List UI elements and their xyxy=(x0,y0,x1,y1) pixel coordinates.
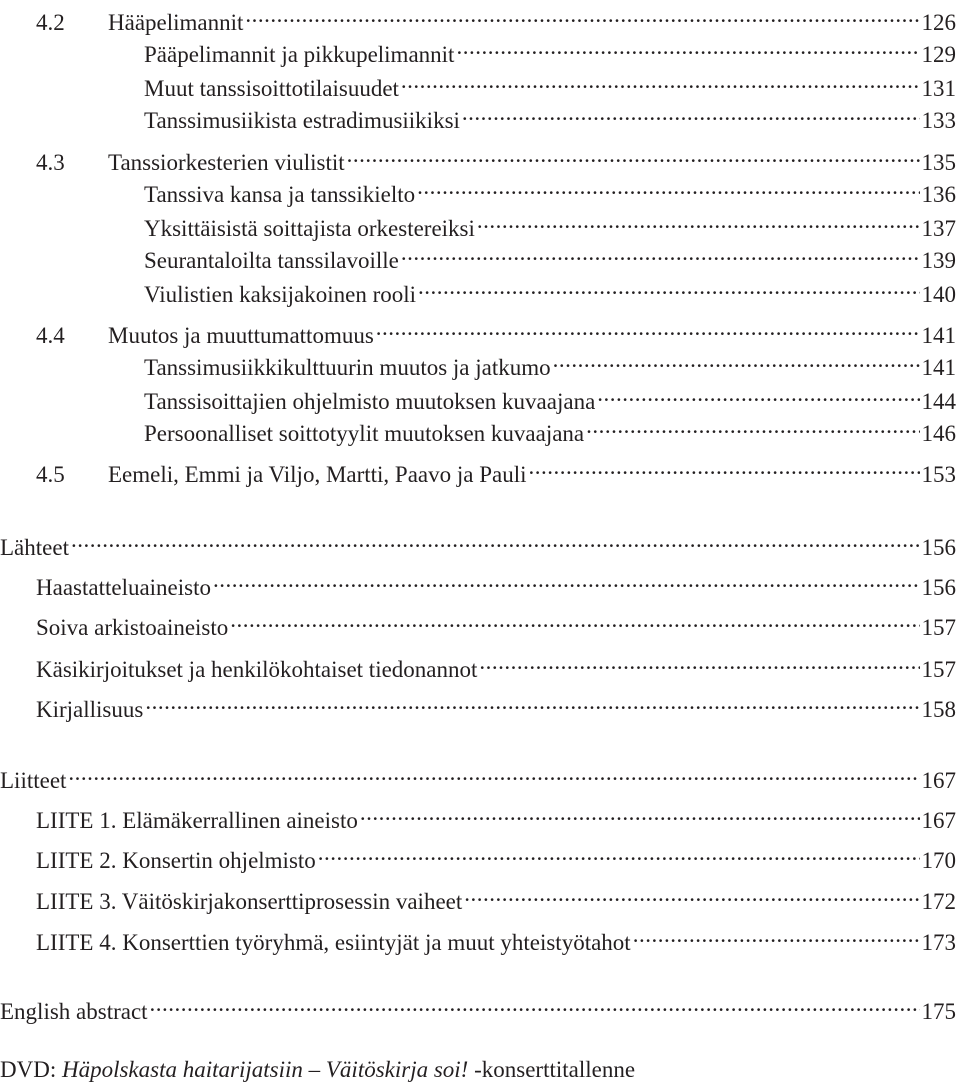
dvd-suffix: -konserttitallenne xyxy=(468,1057,636,1082)
toc-dot-leader xyxy=(213,565,920,595)
toc-section-number: 4.2 xyxy=(36,10,65,35)
toc-page-number: 156 xyxy=(921,575,956,600)
toc-dot-leader xyxy=(529,452,920,482)
toc-entry-title: Liitteet xyxy=(0,768,67,793)
toc-page-number: 173 xyxy=(921,930,956,955)
toc-entry-title: Viulistien kaksijakoinen rooli xyxy=(144,282,417,307)
toc-entry-title: Lähteet xyxy=(0,535,69,560)
toc-entry[interactable] xyxy=(0,379,956,414)
toc-page-number: 170 xyxy=(921,848,956,873)
toc-page-number: 140 xyxy=(921,282,956,307)
toc-entry[interactable] xyxy=(0,687,956,722)
toc-page-number: 136 xyxy=(921,182,956,207)
toc-entry-title: Haastatteluaineisto xyxy=(36,575,211,600)
toc-entry[interactable] xyxy=(0,98,956,133)
toc-entry[interactable] xyxy=(0,838,956,873)
dvd-line xyxy=(0,1055,635,1085)
dvd-title-part1: Häpolskasta haitarijatsiin xyxy=(61,1057,303,1082)
toc-entry[interactable] xyxy=(0,313,956,348)
toc-page-number: 135 xyxy=(921,150,956,175)
toc-page-number: 153 xyxy=(921,462,956,487)
toc-entry-title: Tanssiva kansa ja tanssikielto xyxy=(144,182,416,207)
toc-page-number: 157 xyxy=(921,657,956,682)
toc-entry[interactable] xyxy=(0,206,956,241)
toc-entry-title: Tanssimusiikkikulttuurin muutos ja jatkumo xyxy=(144,355,551,380)
toc-entry[interactable] xyxy=(0,0,956,35)
toc-entry[interactable] xyxy=(0,605,956,640)
toc-entry[interactable] xyxy=(0,238,956,273)
toc-entry-title: LIITE 3. Väitöskirjakonserttiprosessin vaiheet xyxy=(36,889,463,914)
toc-section-number: 4.5 xyxy=(36,462,65,487)
toc-dot-leader xyxy=(360,798,920,828)
toc-dot-leader xyxy=(586,411,919,441)
toc-dot-leader xyxy=(401,66,920,96)
toc-entry-title: Muut tanssisoittotilaisuudet xyxy=(144,76,399,101)
toc-entry-title: English abstract xyxy=(0,999,148,1024)
toc-entry-title: Tanssimusiikista estradimusiikiksi xyxy=(144,108,460,133)
toc-dot-leader xyxy=(633,920,920,950)
toc-entry[interactable] xyxy=(0,32,956,67)
toc-entry-title: Eemeli, Emmi ja Viljo, Martti, Paavo ja Pauli xyxy=(108,462,527,487)
toc-dot-leader xyxy=(347,140,920,170)
toc-entry-title: Seurantaloilta tanssilavoille xyxy=(144,248,399,273)
toc-entry[interactable] xyxy=(0,525,956,560)
toc-dot-leader xyxy=(245,0,919,30)
toc-entry-title: Tanssisoittajien ohjelmisto muutoksen kuvaajana xyxy=(144,389,596,414)
toc-dot-leader xyxy=(71,525,920,555)
toc-entry[interactable] xyxy=(0,758,956,793)
toc-entry-title: Tanssiorkesterien viulistit xyxy=(108,150,345,175)
toc-page-number: 144 xyxy=(921,389,956,414)
toc-page-number: 146 xyxy=(921,421,956,446)
toc-entry-title: Pääpelimannit ja pikkupelimannit xyxy=(144,42,455,67)
toc-entry[interactable] xyxy=(0,272,956,307)
toc-page-number: 158 xyxy=(921,697,956,722)
toc-entry[interactable] xyxy=(0,452,956,487)
toc-entry[interactable] xyxy=(0,411,956,446)
toc-dot-leader xyxy=(456,32,919,62)
toc-dot-leader xyxy=(462,98,920,128)
toc-entry-title: Käsikirjoitukset ja henkilökohtaiset tiedonannot xyxy=(36,657,478,682)
toc-entry-title: LIITE 2. Konsertin ohjelmisto xyxy=(36,848,316,873)
toc-dot-leader xyxy=(68,758,919,788)
dvd-title-part2: Väitöskirja soi! xyxy=(325,1057,469,1082)
toc-dot-leader xyxy=(464,879,919,909)
toc-dot-leader xyxy=(318,838,920,868)
toc-entry[interactable] xyxy=(0,798,956,833)
toc-page-number: 157 xyxy=(921,615,956,640)
toc-dot-leader xyxy=(479,647,919,677)
toc-entry-title: Hääpelimannit xyxy=(108,10,244,35)
toc-page-number: 167 xyxy=(921,768,956,793)
toc-page-number: 156 xyxy=(921,535,956,560)
toc-entry-title: LIITE 1. Elämäkerrallinen aineisto xyxy=(36,808,358,833)
toc-dot-leader xyxy=(230,605,919,635)
toc-dot-leader xyxy=(150,989,920,1019)
toc-page-number: 172 xyxy=(921,889,956,914)
toc-entry[interactable] xyxy=(0,989,956,1024)
toc-entry-title: Yksittäisistä soittajista orkestereiksi xyxy=(144,216,475,241)
toc-page-number: 137 xyxy=(921,216,956,241)
toc-entry-title: Kirjallisuus xyxy=(36,697,144,722)
dvd-prefix: DVD: xyxy=(0,1057,62,1082)
toc-page-number: 129 xyxy=(921,42,956,67)
toc-section-number: 4.3 xyxy=(36,150,65,175)
toc-page-number: 126 xyxy=(921,10,956,35)
toc-section-number: 4.4 xyxy=(36,323,65,348)
toc-page-number: 133 xyxy=(921,108,956,133)
toc-page-number: 175 xyxy=(921,999,956,1024)
toc-entry[interactable] xyxy=(0,920,956,955)
dvd-dash: – xyxy=(302,1057,326,1082)
toc-dot-leader xyxy=(376,313,920,343)
toc-entry[interactable] xyxy=(0,66,956,101)
toc-page-number: 141 xyxy=(921,355,956,380)
toc-entry-title: Muutos ja muuttumattomuus xyxy=(108,323,374,348)
toc-entry-title: LIITE 4. Konserttien työryhmä, esiintyjät ja muut yhteistyötahot xyxy=(36,930,631,955)
toc-dot-leader xyxy=(477,206,920,236)
toc-dot-leader xyxy=(553,345,920,375)
toc-dot-leader xyxy=(417,172,919,202)
toc-entry[interactable] xyxy=(0,172,956,207)
toc-entry[interactable] xyxy=(0,345,956,380)
toc-dot-leader xyxy=(597,379,919,409)
toc-page-number: 167 xyxy=(921,808,956,833)
toc-dot-leader xyxy=(401,238,920,268)
toc-entry[interactable] xyxy=(0,879,956,914)
toc-page-number: 141 xyxy=(921,323,956,348)
toc-page-number: 139 xyxy=(921,248,956,273)
toc-page-number: 131 xyxy=(921,76,956,101)
toc-entry[interactable] xyxy=(0,140,956,175)
toc-entry[interactable] xyxy=(0,647,956,682)
toc-dot-leader xyxy=(145,687,919,717)
toc-entry-title: Persoonalliset soittotyylit muutoksen kuvaajana xyxy=(144,421,585,446)
toc-entry-title: Soiva arkistoaineisto xyxy=(36,615,229,640)
toc-entry[interactable] xyxy=(0,565,956,600)
toc-dot-leader xyxy=(418,272,919,302)
